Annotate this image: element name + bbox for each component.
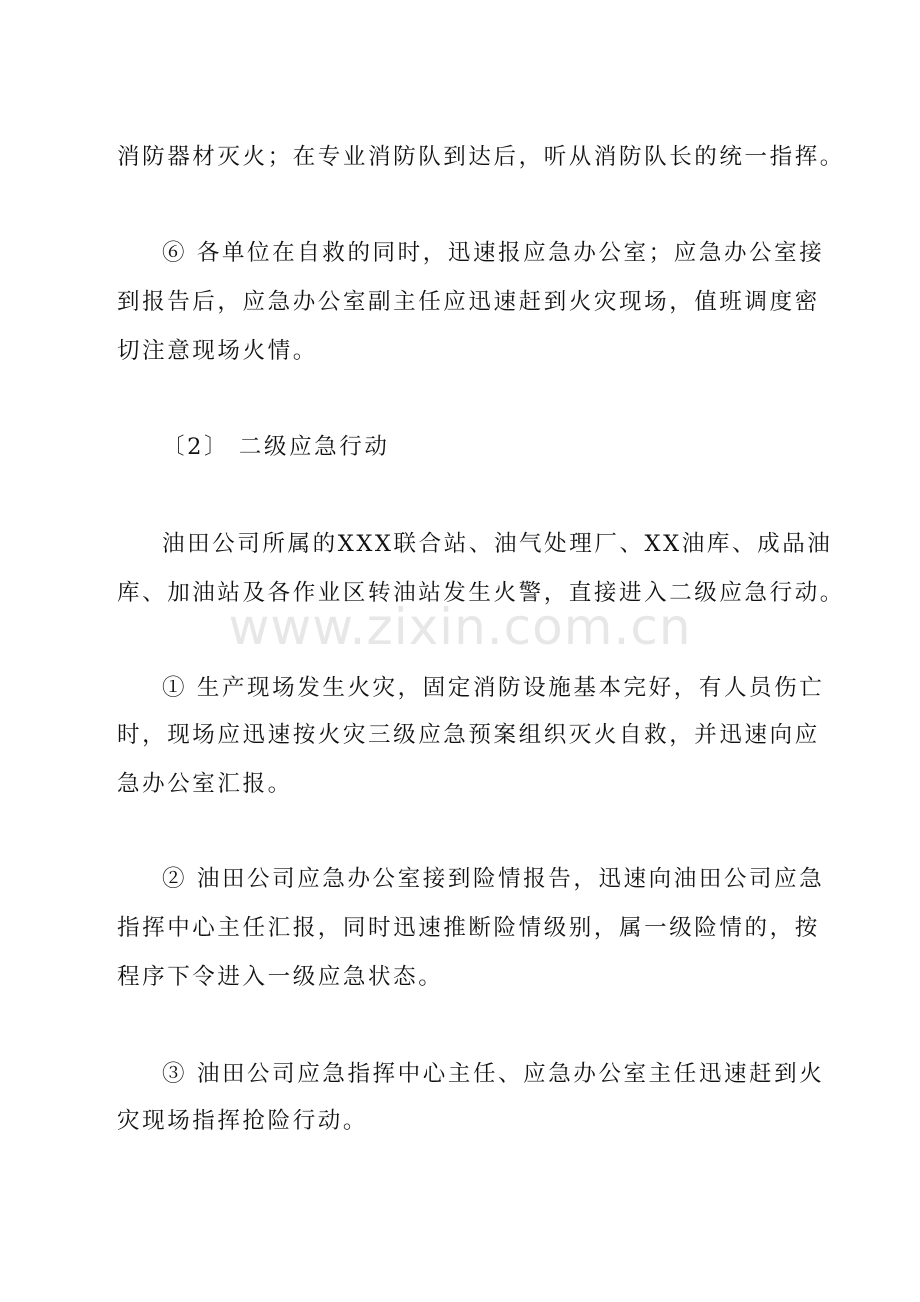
paragraph-line: ① 生产现场发生火灾，固定消防设施基本完好，有人员伤亡 [162, 675, 825, 701]
paragraph-line: 切注意现场火情。 [117, 338, 318, 364]
paragraph-line: ② 油田公司应急办公室接到险情报告，迅速向油田公司应急 [162, 866, 825, 892]
paragraph-line: ⑥ 各单位在自救的同时，迅速报应急办公室；应急办公室接 [162, 240, 825, 266]
paragraph-line: ③ 油田公司应急指挥中心主任、应急办公室主任迅速赶到火 [162, 1061, 825, 1087]
paragraph-line: 程序下令进入一级应急状态。 [117, 964, 444, 990]
paragraph-line: 消防器材灭火；在专业消防队到达后，听从消防队长的统一指挥。 [117, 144, 845, 170]
paragraph-line: 到报告后，应急办公室副主任应迅速赶到火灾现场，值班调度密 [117, 289, 820, 315]
paragraph-line: 急办公室汇报。 [117, 771, 293, 797]
paragraph-line: 时，现场应迅速按火灾三级应急预案组织灭火自救，并迅速向应 [117, 722, 820, 748]
watermark: www.zixin.com.cn [228, 598, 692, 656]
paragraph-line: 指挥中心主任汇报，同时迅速推断险情级别，属一级险情的，按 [117, 915, 820, 941]
paragraph-line: 油田公司所属的XXX联合站、油气处理厂、XX油库、成品油 [162, 531, 833, 557]
section-heading: 〔2〕 二级应急行动 [162, 434, 390, 460]
paragraph-line: 库、加油站及各作业区转油站发生火警，直接进入二级应急行动。 [117, 580, 845, 606]
paragraph-line: 灾现场指挥抢险行动。 [117, 1108, 369, 1134]
